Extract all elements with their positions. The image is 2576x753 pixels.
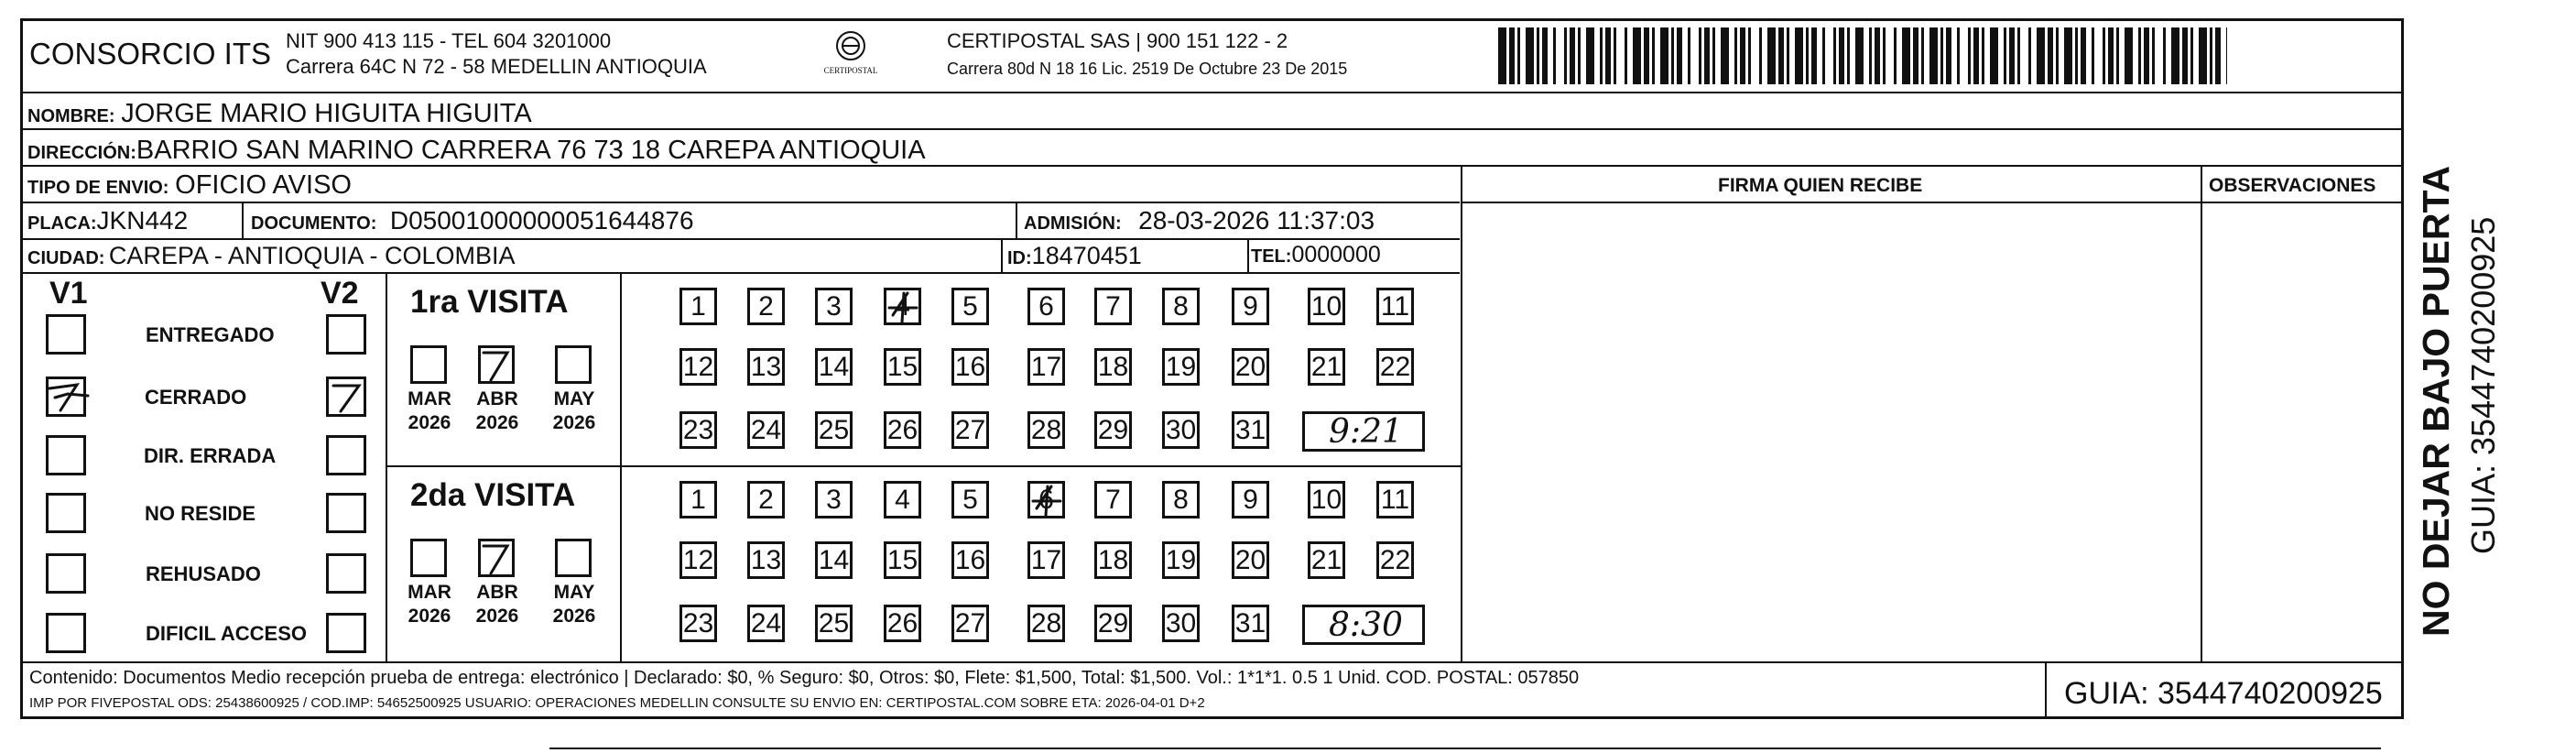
- day-box-12[interactable]: [679, 348, 717, 386]
- visit-title: 1ra VISITA: [410, 284, 569, 320]
- v2-checkbox-0[interactable]: [326, 314, 366, 355]
- day-number: 18: [1097, 351, 1129, 382]
- day-number: 2: [758, 484, 774, 515]
- day-box-20[interactable]: [1232, 541, 1269, 579]
- day-box-13[interactable]: [747, 348, 785, 386]
- day-number: 3: [826, 484, 842, 515]
- day-number: 18: [1097, 544, 1129, 575]
- day-number: 13: [750, 351, 782, 382]
- certipostal-seal-icon: [813, 27, 888, 81]
- month-checkbox-2[interactable]: [555, 539, 592, 577]
- day-box-6[interactable]: [1027, 481, 1065, 518]
- month-label: MAY: [553, 388, 595, 409]
- day-box-2[interactable]: [747, 288, 785, 325]
- day-number: 11: [1380, 484, 1410, 515]
- day-box-7[interactable]: [1094, 288, 1132, 325]
- day-box-5[interactable]: [951, 288, 989, 325]
- day-number: 19: [1165, 351, 1197, 382]
- day-box-28[interactable]: [1027, 605, 1065, 642]
- year-label: 2026: [552, 606, 596, 627]
- v2-checkbox-5[interactable]: [326, 613, 366, 653]
- day-box-31[interactable]: [1232, 411, 1269, 449]
- day-number: 14: [818, 544, 850, 575]
- day-number: 28: [1030, 607, 1062, 638]
- day-box-7[interactable]: [1094, 481, 1132, 518]
- v1-checkbox-0[interactable]: [46, 314, 86, 355]
- recipient-address: BARRIO SAN MARINO CARRERA 76 73 18 CAREPA ANTIOQUIA: [136, 136, 926, 165]
- day-box-19[interactable]: [1162, 348, 1200, 386]
- day-number: 25: [818, 607, 850, 638]
- year-label: 2026: [408, 412, 451, 433]
- divider: [1461, 165, 1462, 661]
- certipostal-address: Carrera 80d N 18 16 Lic. 2519 De Octubre 23 De 2015: [947, 60, 1348, 78]
- month-label: MAY: [553, 582, 595, 603]
- day-number: 6: [1038, 484, 1054, 515]
- recipient-name: JORGE MARIO HIGUITA HIGUITA: [121, 99, 532, 128]
- day-box-17[interactable]: [1027, 348, 1065, 386]
- v2-checkbox-2[interactable]: [326, 435, 366, 475]
- day-number: 31: [1234, 414, 1266, 445]
- barcode-image: [1498, 27, 2227, 84]
- check-mark-icon: [326, 376, 366, 417]
- day-box-14[interactable]: [815, 348, 853, 386]
- day-number: 9: [1243, 290, 1258, 322]
- year-label: 2026: [552, 412, 596, 433]
- divider: [22, 128, 2403, 130]
- day-number: 8: [1173, 484, 1189, 515]
- day-box-23[interactable]: [679, 411, 717, 449]
- day-number: 22: [1379, 351, 1411, 382]
- day-number: 29: [1097, 414, 1129, 445]
- admision-value: 28-03-2026 11:37:03: [1138, 206, 1375, 235]
- year-label: 2026: [475, 606, 519, 627]
- day-number: 27: [954, 414, 986, 445]
- day-number: 30: [1165, 414, 1197, 445]
- day-box-23[interactable]: [679, 605, 717, 642]
- month-label: ABR: [476, 388, 518, 409]
- day-box-21[interactable]: [1308, 541, 1345, 579]
- day-number: 3: [826, 290, 842, 322]
- v1-checkbox-2[interactable]: [46, 435, 86, 475]
- day-number: 5: [962, 484, 978, 515]
- signature-area[interactable]: [1463, 203, 2200, 661]
- v2-checkbox-1[interactable]: [326, 376, 366, 417]
- divider: [1247, 238, 1249, 272]
- day-box-3[interactable]: [815, 288, 853, 325]
- month-label: MAR: [408, 388, 451, 409]
- day-number: 8: [1173, 290, 1189, 322]
- handwritten-hour: 9:21: [1329, 413, 1403, 451]
- id-value: 18470451: [1031, 242, 1142, 269]
- day-box-24[interactable]: [747, 411, 785, 449]
- divider: [22, 272, 1460, 274]
- contenido-text: Contenido: Documentos Medio recepción prueba de entrega: electrónico | Declarado: $0, % Seguro: $0, Otros: $0, Flete: $1,500, Total: $1,500. Vol.: 1*1*1. 0.5 1 Unid. COD. POSTAL: 057850: [29, 668, 1580, 688]
- day-number: 14: [818, 351, 850, 382]
- v2-checkbox-3[interactable]: [326, 493, 366, 533]
- check-mark-icon: [478, 345, 515, 384]
- day-box-29[interactable]: [1094, 605, 1132, 642]
- day-box-15[interactable]: [884, 541, 921, 579]
- status-option-label: ENTREGADO: [146, 323, 275, 346]
- day-box-21[interactable]: [1308, 348, 1345, 386]
- day-number: 23: [682, 414, 714, 445]
- status-option-label: REHUSADO: [146, 562, 261, 585]
- day-box-15[interactable]: [884, 348, 921, 386]
- day-box-18[interactable]: [1094, 541, 1132, 579]
- day-box-29[interactable]: [1094, 411, 1132, 449]
- divider: [22, 165, 2403, 167]
- day-box-27[interactable]: [951, 605, 989, 642]
- day-number: 21: [1310, 544, 1342, 575]
- divider: [22, 238, 1460, 240]
- placa-value: JKN442: [96, 206, 189, 235]
- day-number: 13: [750, 544, 782, 575]
- day-box-25[interactable]: [815, 411, 853, 449]
- day-box-10[interactable]: [1308, 288, 1345, 325]
- day-number: 28: [1030, 414, 1062, 445]
- day-number: 25: [818, 414, 850, 445]
- day-box-18[interactable]: [1094, 348, 1132, 386]
- status-option-label: DIR. ERRADA: [144, 444, 277, 467]
- day-box-11[interactable]: [1376, 288, 1414, 325]
- divider: [22, 202, 1460, 203]
- status-option-label: NO RESIDE: [145, 502, 256, 525]
- divider: [620, 272, 622, 661]
- check-mark-icon: [884, 288, 924, 328]
- year-label: 2026: [475, 412, 519, 433]
- certipostal-logo: [813, 27, 888, 81]
- day-box-30[interactable]: [1162, 605, 1200, 642]
- v1-checkbox-3[interactable]: [46, 493, 86, 533]
- day-number: 30: [1165, 607, 1197, 638]
- day-number: 12: [682, 544, 714, 575]
- company-nit: NIT 900 413 115 - TEL 604 3201000: [286, 29, 612, 52]
- tipo-envio-value: OFICIO AVISO: [175, 170, 352, 200]
- ciudad-label: CIUDAD:: [27, 248, 105, 268]
- day-number: 26: [886, 414, 918, 445]
- day-box-2[interactable]: [747, 481, 785, 518]
- day-box-31[interactable]: [1232, 605, 1269, 642]
- nombre-label: NOMBRE:: [27, 106, 115, 126]
- day-number: 10: [1310, 484, 1342, 515]
- day-number: 31: [1234, 607, 1266, 638]
- v1-checkbox-4[interactable]: [46, 553, 86, 594]
- day-box-24[interactable]: [747, 605, 785, 642]
- hour-box[interactable]: [1302, 605, 1425, 645]
- day-box-5[interactable]: [951, 481, 989, 518]
- day-number: 20: [1234, 351, 1266, 382]
- day-number: 2: [758, 290, 774, 322]
- handwritten-hour: 8:30: [1329, 606, 1403, 644]
- day-box-30[interactable]: [1162, 411, 1200, 449]
- company-address: Carrera 64C N 72 - 58 MEDELLIN ANTIOQUIA: [286, 55, 707, 78]
- month-checkbox-0[interactable]: [410, 539, 447, 577]
- day-box-19[interactable]: [1162, 541, 1200, 579]
- day-box-1[interactable]: [679, 481, 717, 518]
- day-box-14[interactable]: [815, 541, 853, 579]
- day-number: 16: [954, 351, 986, 382]
- bottom-rule: [549, 748, 2381, 749]
- v1-checkbox-5[interactable]: [46, 613, 86, 653]
- day-number: 27: [954, 607, 986, 638]
- day-number: 23: [682, 607, 714, 638]
- day-box-26[interactable]: [884, 605, 921, 642]
- day-box-4[interactable]: [884, 288, 921, 325]
- day-box-20[interactable]: [1232, 348, 1269, 386]
- no-dejar-bajo-puerta: NO DEJAR BAJO PUERTA: [2415, 165, 2457, 637]
- day-number: 7: [1105, 290, 1121, 322]
- day-box-16[interactable]: [951, 348, 989, 386]
- day-number: 21: [1310, 351, 1342, 382]
- year-label: 2026: [408, 606, 451, 627]
- v1-checkbox-1[interactable]: [46, 376, 86, 417]
- ciudad-value: CAREPA - ANTIOQUIA - COLOMBIA: [108, 242, 516, 269]
- firma-quien-recibe-label: FIRMA QUIEN RECIBE: [1718, 175, 1923, 196]
- certipostal-name: CERTIPOSTAL SAS | 900 151 122 - 2: [947, 29, 1288, 52]
- day-number: 24: [750, 607, 782, 638]
- tel-value: 0000000: [1291, 242, 1381, 267]
- day-box-26[interactable]: [884, 411, 921, 449]
- day-number: 26: [886, 607, 918, 638]
- day-number: 15: [886, 351, 918, 382]
- hour-box[interactable]: [1302, 411, 1425, 452]
- day-box-22[interactable]: [1376, 541, 1414, 579]
- imp-text: IMP POR FIVEPOSTAL ODS: 25438600925 / COD.IMP: 54652500925 USUARIO: OPERACIONES MEDELLIN CONSULTE SU ENVIO EN: CERTIPOSTAL.COM SOBRE ETA: 2026-04-01 D+2: [29, 695, 1205, 711]
- placa-label: PLACA:: [27, 213, 97, 234]
- observaciones-area[interactable]: [2203, 203, 2402, 661]
- divider: [2201, 165, 2202, 661]
- month-label: ABR: [476, 582, 518, 603]
- divider: [2045, 661, 2047, 718]
- visit-title: 2da VISITA: [410, 477, 576, 513]
- id-label: ID:: [1007, 248, 1032, 268]
- day-box-9[interactable]: [1232, 288, 1269, 325]
- day-box-28[interactable]: [1027, 411, 1065, 449]
- day-number: 1: [690, 484, 706, 515]
- status-option-label: DIFICIL ACCESO: [146, 622, 308, 645]
- day-number: 12: [682, 351, 714, 382]
- day-box-1[interactable]: [679, 288, 717, 325]
- day-number: 19: [1165, 544, 1197, 575]
- day-box-8[interactable]: [1162, 481, 1200, 518]
- day-box-17[interactable]: [1027, 541, 1065, 579]
- documento-label: DOCUMENTO:: [251, 213, 377, 234]
- day-box-12[interactable]: [679, 541, 717, 579]
- check-mark-icon: [46, 374, 101, 420]
- day-box-22[interactable]: [1376, 348, 1414, 386]
- tel-label: TEL:: [1251, 246, 1292, 267]
- divider: [1001, 238, 1003, 272]
- divider: [386, 465, 1461, 467]
- month-checkbox-2[interactable]: [555, 345, 592, 384]
- day-number: 17: [1030, 351, 1062, 382]
- day-number: 11: [1380, 290, 1410, 322]
- day-number: 15: [886, 544, 918, 575]
- v1-label: V1: [49, 276, 88, 311]
- day-box-11[interactable]: [1376, 481, 1414, 518]
- day-number: 10: [1310, 290, 1342, 322]
- day-box-6[interactable]: [1027, 288, 1065, 325]
- day-box-9[interactable]: [1232, 481, 1269, 518]
- day-number: 4: [895, 484, 910, 515]
- day-box-27[interactable]: [951, 411, 989, 449]
- day-box-25[interactable]: [815, 605, 853, 642]
- month-checkbox-1[interactable]: [478, 345, 515, 384]
- month-checkbox-1[interactable]: [478, 539, 515, 577]
- day-number: 5: [962, 290, 978, 322]
- tipo-envio-label: TIPO DE ENVIO:: [27, 178, 169, 198]
- status-option-label: CERRADO: [145, 386, 247, 409]
- day-number: 22: [1379, 544, 1411, 575]
- v2-label: V2: [321, 276, 359, 311]
- month-label: MAR: [408, 582, 451, 603]
- day-number: 7: [1105, 484, 1121, 515]
- day-number: 4: [895, 290, 910, 322]
- guia-number: GUIA: 3544740200925: [2064, 676, 2383, 711]
- company-name: CONSORCIO ITS: [29, 37, 272, 71]
- svg-text:CERTIPOSTAL: CERTIPOSTAL: [823, 66, 878, 75]
- day-box-10[interactable]: [1308, 481, 1345, 518]
- day-number: 24: [750, 414, 782, 445]
- divider: [1016, 202, 1017, 238]
- admision-label: ADMISIÓN:: [1024, 213, 1122, 234]
- month-checkbox-0[interactable]: [410, 345, 447, 384]
- divider: [242, 202, 244, 238]
- check-mark-icon: [478, 539, 515, 577]
- day-box-3[interactable]: [815, 481, 853, 518]
- check-mark-icon: [1027, 481, 1068, 521]
- day-number: 20: [1234, 544, 1266, 575]
- documento-value: D05001000000051644876: [389, 206, 694, 235]
- day-number: 6: [1038, 290, 1054, 322]
- day-number: 16: [954, 544, 986, 575]
- day-number: 1: [690, 290, 706, 322]
- barcode: [1498, 27, 2227, 84]
- day-number: 17: [1030, 544, 1062, 575]
- v2-checkbox-4[interactable]: [326, 553, 366, 594]
- day-box-8[interactable]: [1162, 288, 1200, 325]
- direccion-label: DIRECCIÓN:: [27, 143, 136, 163]
- day-box-4[interactable]: [884, 481, 921, 518]
- day-number: 29: [1097, 607, 1129, 638]
- divider: [22, 92, 2403, 93]
- side-guia-number: GUIA: 3544740200925: [2464, 216, 2502, 554]
- observaciones-label: OBSERVACIONES: [2209, 175, 2376, 196]
- day-box-13[interactable]: [747, 541, 785, 579]
- day-number: 9: [1243, 484, 1258, 515]
- day-box-16[interactable]: [951, 541, 989, 579]
